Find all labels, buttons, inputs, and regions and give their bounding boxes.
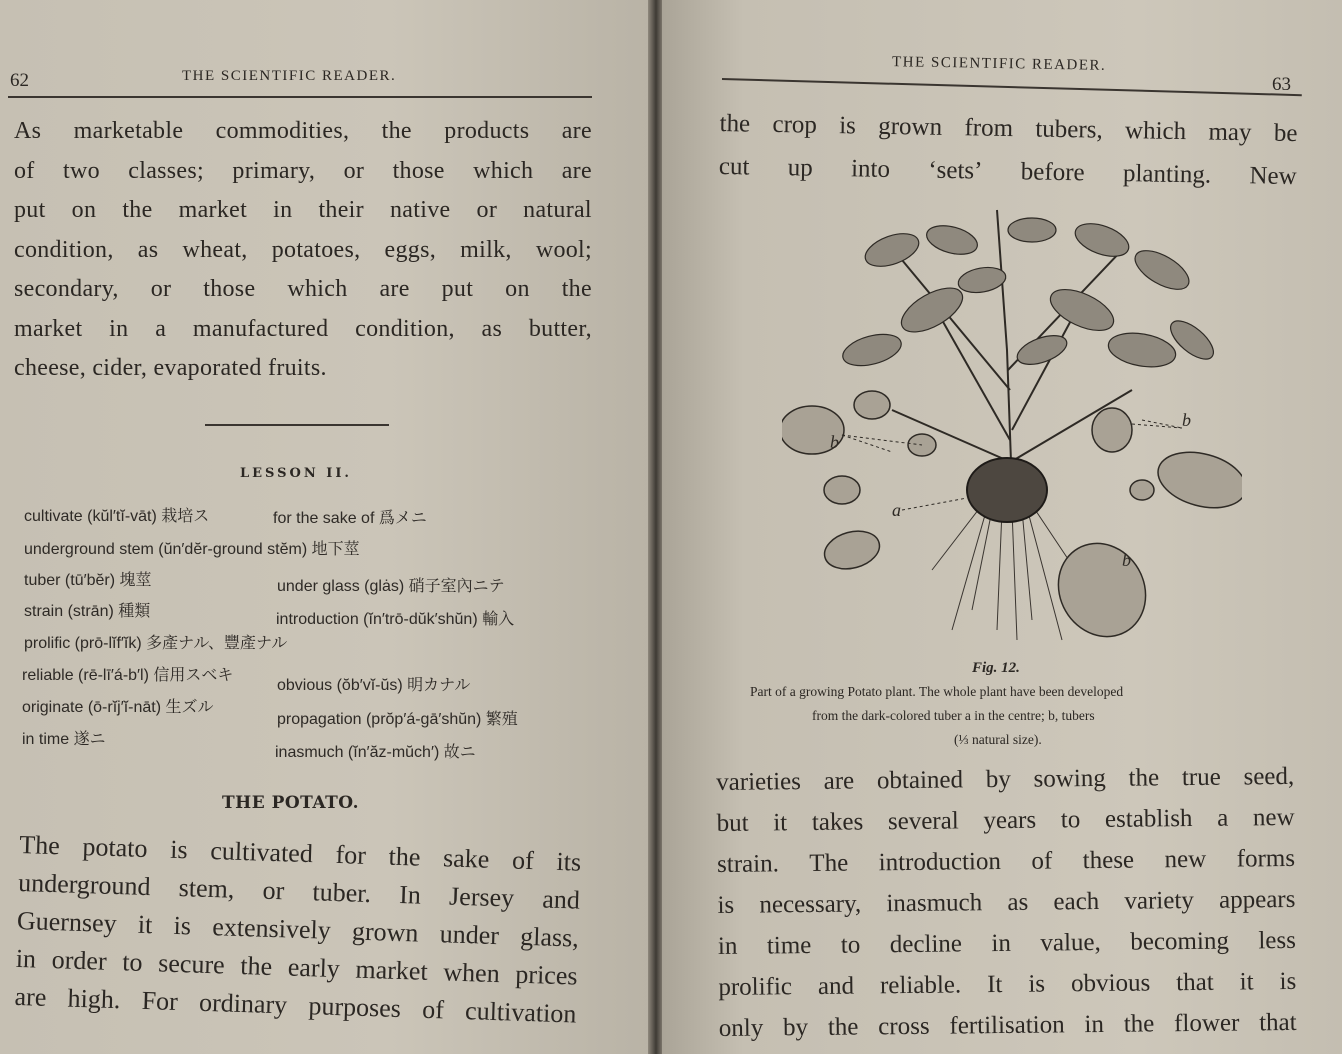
word: planting. [1122, 160, 1212, 189]
word: or [262, 875, 285, 906]
vocab-entry: reliable (rē-lī′á-b′l) 信用スベキ [22, 667, 234, 684]
word: flower [1173, 1009, 1240, 1038]
word: up [787, 154, 813, 182]
word: is [169, 834, 189, 865]
word: in [991, 929, 1012, 958]
vocab-entry: introduction (ĭn′trō-dŭk′shŭn) 輸入 [276, 611, 515, 628]
word: strain. [716, 850, 780, 878]
right-page [662, 0, 1342, 1054]
word: put [14, 197, 46, 223]
text-line [719, 1002, 1297, 1049]
word: grown [351, 916, 419, 948]
text-line [718, 961, 1296, 1008]
word: when [442, 957, 501, 989]
word: Jersey [448, 881, 515, 913]
word: high. [67, 983, 121, 1015]
intro-paragraph [14, 112, 592, 389]
word: primary, [232, 157, 316, 184]
page-number-left: 62 [10, 70, 29, 91]
vocab-entry: cultivate (kŭl′tĭ-vāt) 栽培ス [24, 508, 210, 525]
word: wheat, [182, 236, 248, 263]
potato-plant-figure [782, 190, 1242, 650]
word: to [840, 931, 861, 959]
word: extensively [211, 912, 332, 945]
word: order [51, 945, 108, 976]
word: early [287, 952, 341, 984]
word: underground [17, 867, 152, 902]
word: is [1279, 967, 1297, 996]
word: in [15, 943, 37, 974]
word: from [964, 114, 1014, 143]
word: seed, [1243, 762, 1295, 791]
word: potatoes, [271, 236, 361, 263]
word: which [473, 157, 534, 184]
word: crop [772, 110, 818, 139]
word: tubers, [1035, 115, 1103, 144]
word: purposes [308, 991, 402, 1024]
word: value, [1040, 928, 1101, 957]
word: cross [878, 1012, 930, 1041]
word: for [335, 839, 367, 870]
word: of [1031, 847, 1053, 875]
word: ‘sets’ [928, 156, 983, 185]
word: condition, [355, 315, 455, 342]
word: In [398, 879, 422, 910]
word: two [62, 157, 100, 184]
word: the [561, 276, 592, 302]
text-line [718, 920, 1296, 967]
word: the [381, 118, 412, 144]
word: necessary, [759, 890, 862, 919]
word: market [178, 197, 248, 223]
word: secure [157, 948, 226, 980]
figure-caption-line: Part of a growing Potato plant. The whole plant have been developed [750, 684, 1124, 699]
word: decline [889, 930, 963, 959]
word: cheese, cider, evaporated fruits. [14, 355, 327, 381]
vocab-entry: inasmuch (ĭn′ăz-mŭch′) 故ニ [275, 744, 476, 761]
figure-letter-b: b [830, 432, 839, 452]
word: grown [878, 112, 943, 141]
lesson-title: LESSON II. [240, 466, 352, 481]
word: of [421, 994, 445, 1025]
word: natural [523, 197, 592, 223]
word: varieties [716, 768, 802, 796]
word: glass, [519, 921, 580, 953]
word: native [390, 197, 451, 223]
word: The [18, 829, 61, 861]
word: the [1123, 1010, 1155, 1038]
word: those [392, 157, 445, 184]
word: reliable. [879, 971, 962, 1000]
word: the [827, 1013, 859, 1041]
word: that [1176, 968, 1214, 997]
text-line [716, 756, 1294, 803]
word: The [809, 849, 849, 878]
word: new [1164, 845, 1207, 874]
word: For [141, 985, 179, 1017]
word: on [505, 276, 530, 302]
vocab-entry: for the sake of 爲メニ [273, 510, 427, 527]
right-bottom-paragraph [716, 756, 1297, 1049]
word: it [1239, 968, 1254, 996]
text-line [14, 152, 592, 192]
word: of [511, 845, 535, 876]
vocab-entry: strain (strān) 種類 [24, 603, 151, 620]
word: be [1273, 119, 1298, 148]
word: takes [811, 808, 864, 836]
word: fertilisation [949, 1011, 1065, 1040]
text-line [717, 838, 1295, 885]
figure-label: Fig. 12. [972, 660, 1020, 676]
figure-letter-b: b [1182, 410, 1191, 430]
word: classes; [128, 157, 204, 184]
word: it [137, 909, 153, 940]
word: time [766, 932, 812, 960]
word: these [1082, 846, 1135, 875]
word: ordinary [198, 987, 288, 1020]
word: the [122, 197, 153, 223]
word: forms [1236, 844, 1296, 873]
word: a [1217, 804, 1229, 832]
word: the [1128, 764, 1160, 792]
word: sake [442, 843, 490, 874]
word: milk, [460, 236, 512, 263]
word: which [287, 276, 348, 302]
text-line [14, 191, 592, 231]
word: the [388, 841, 421, 872]
word: establish [1104, 805, 1193, 833]
word: less [1258, 926, 1297, 955]
word: potato [82, 831, 148, 864]
vocab-entry: propagation (prŏp′á-gā′shŭn) 繁殖 [277, 711, 518, 728]
text-line [14, 112, 592, 152]
right-top-paragraph [718, 102, 1297, 198]
word: commodities, [215, 118, 350, 144]
word: in [273, 197, 293, 223]
vocab-entry: prolific (prō-lĭf′ĭk) 多產ナル、豐產ナル [24, 635, 288, 652]
word: cultivated [209, 835, 314, 869]
word: obvious [1070, 969, 1151, 998]
word: its [556, 846, 582, 877]
figure-letter-a: a [892, 500, 901, 520]
word: and [817, 972, 855, 1000]
word: the [719, 109, 751, 138]
word: manufactured [192, 315, 329, 342]
running-head-left: THE SCIENTIFIC READER. [182, 68, 397, 84]
vocab-entry: obvious (ŏb′vĭ-ŭs) 明カナル [277, 677, 471, 694]
word: or [150, 276, 172, 302]
word: are [823, 767, 855, 795]
word: are [379, 276, 410, 302]
word: is [173, 910, 192, 941]
word: are [14, 981, 47, 1012]
word: those [203, 276, 256, 302]
text-line [14, 270, 592, 310]
word: on [71, 197, 97, 223]
word: condition, [14, 236, 114, 263]
word: but [716, 809, 749, 837]
word: cultivation [464, 996, 577, 1029]
word: are [561, 157, 592, 184]
word: into [850, 155, 891, 183]
word: cut [718, 152, 750, 181]
word: inasmuch [886, 889, 983, 918]
word: that [1259, 1008, 1297, 1037]
text-line [14, 349, 592, 389]
central-tuber-a [967, 458, 1047, 522]
word: as [481, 315, 503, 342]
word: their [318, 197, 364, 223]
word: obtained [876, 766, 964, 795]
word: and [541, 884, 581, 915]
word: market [14, 315, 83, 342]
word: before [1020, 158, 1085, 187]
text-line [716, 797, 1294, 844]
potato-paragraph [14, 826, 582, 1034]
word: eggs, [384, 236, 437, 263]
word: may [1208, 118, 1252, 147]
word: As [14, 118, 42, 144]
word: introduction [878, 848, 1002, 877]
word: stem, [178, 873, 235, 904]
word: each [1053, 887, 1100, 916]
word: by [985, 765, 1011, 794]
word: to [1060, 806, 1081, 834]
word: only [718, 1014, 764, 1042]
figure-letter-b: b [1122, 550, 1131, 570]
word: it [773, 809, 788, 837]
text-line [14, 310, 592, 350]
word: under [439, 919, 500, 951]
figure-caption-line: from the dark-colored tuber a in the centre; b, tubers [812, 708, 1095, 723]
header-rule-right [722, 78, 1302, 96]
word: are [561, 118, 592, 144]
word: in [1084, 1010, 1105, 1039]
word: tuber. [312, 877, 372, 909]
word: which [1124, 117, 1187, 146]
word: butter, [528, 315, 592, 342]
word: as [1007, 888, 1029, 916]
word: is [838, 112, 857, 140]
word: secondary, [14, 276, 119, 302]
word: marketable [73, 118, 184, 144]
vocab-entry: under glass (glȧs) 硝子室內ニテ [277, 578, 505, 595]
word: is [717, 891, 735, 919]
word: wool; [535, 236, 592, 263]
word: true [1181, 763, 1221, 792]
word: New [1249, 162, 1297, 191]
running-head-right: THE SCIENTIFIC READER. [891, 54, 1107, 74]
word: in [717, 932, 738, 960]
word: several [887, 807, 959, 836]
left-page [0, 0, 650, 1054]
word: is [1028, 970, 1046, 998]
text-line [717, 879, 1295, 926]
word: becoming [1130, 927, 1230, 956]
vocab-entry: in time 遂ニ [22, 731, 106, 748]
word: put [441, 276, 474, 302]
section-divider [205, 424, 389, 426]
word: It [987, 971, 1003, 999]
word: market [355, 954, 429, 986]
text-line [14, 231, 592, 271]
vocab-entry: tuber (tū′bĕr) 塊莖 [24, 572, 152, 589]
figure-caption-line: (⅓ natural size). [954, 732, 1042, 747]
word: by [782, 1014, 809, 1042]
word: appears [1218, 885, 1296, 914]
section-heading: THE POTATO. [222, 793, 360, 813]
word: a [155, 315, 167, 342]
word: or [343, 157, 365, 184]
word: in [109, 315, 129, 342]
page-number-right: 63 [1272, 74, 1291, 95]
word: sowing [1033, 764, 1106, 793]
vocab-entry: originate (ō-rĭj′ĭ-nāt) 生ズル [22, 699, 214, 716]
word: products [444, 118, 530, 144]
word: Guernsey [16, 905, 118, 939]
word: new [1252, 803, 1295, 832]
word: prices [514, 959, 578, 991]
word: prolific [718, 973, 793, 1001]
word: or [476, 197, 498, 223]
word: as [137, 236, 159, 263]
vocab-entry: underground stem (ŭn′dĕr-ground stĕm) 地下莖 [24, 541, 360, 558]
header-rule-left [8, 96, 592, 98]
word: to [121, 947, 144, 977]
word: of [14, 157, 35, 184]
word: the [239, 950, 273, 981]
word: years [983, 806, 1037, 835]
word: variety [1124, 887, 1194, 915]
